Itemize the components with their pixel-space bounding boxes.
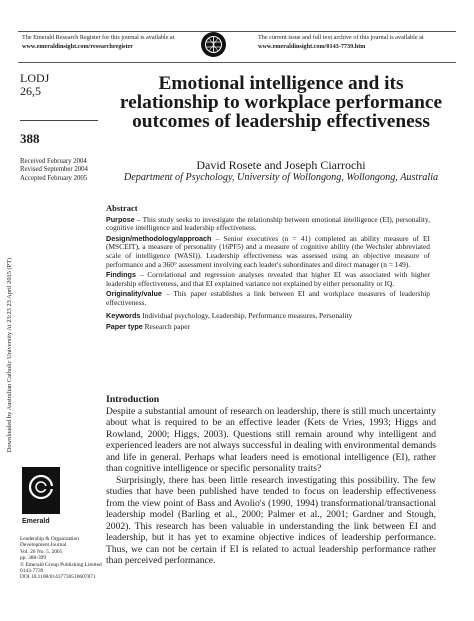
design-label: Design/methodology/approach — [106, 233, 212, 243]
keywords-text: Individual psychology, Leadership, Performance measures, Personality — [140, 310, 353, 320]
introduction-heading: Introduction — [106, 394, 160, 405]
abstract-section — [106, 204, 430, 334]
design-text: – Senior executives (n = 41) completed an ability measure of EI (MSCEIT), a measure of personality (16PF5) and a measure of cognitive ability (the Wechsler abbreviated scale of intelligence (WASI)). Leadership effectiveness was assessed using an objective measure of performance and a 360° assessment involving each leader's subordinates and direct manager (n = 149). — [106, 233, 430, 269]
findings-text: – Correlational and regression analyses revealed that higher EI was associated with higher leadership effectiveness, and that EI explained variance not explained by either personality or IQ. — [106, 270, 430, 288]
emerald-logo-icon — [22, 467, 60, 514]
abstract-design — [106, 235, 430, 269]
pub-info-line: Development Journal — [20, 542, 67, 549]
keywords-label: Keywords — [106, 310, 141, 320]
download-notice: Downloaded by Australian Catholic University At 23:23 23 April 2015 (PT) — [6, 257, 13, 453]
journal-info — [20, 72, 49, 98]
article-title: Emotional intelligence and its relationship to workplace performance outcomes of leadership effectiveness — [119, 73, 443, 132]
author-affiliation: Department of Psychology, University of Wollongong, Wollongong, Australia — [123, 172, 439, 183]
journal-archive-link[interactable]: www.emeraldinsight.com/0143-7739.htm — [258, 42, 366, 50]
paper-type-label: Paper type — [106, 322, 143, 332]
keywords — [106, 312, 430, 321]
originality-text: – This paper establishes a link between EI and workplace measures of leadership effectiveness. — [106, 289, 430, 307]
intro-paragraph: Surprisingly, there has been little research investigating this possibility. The few studies that have been published have tended to focus on leadership effectiveness from the view point of Bass and Avolio's (1990, 1994) transformational/transactional leadership model (Barling et al., 2000; Palmer et al., 2001; Gardner and Stough, 2002). This research has been valuable in understanding the link between EI and leadership, but it has yet to examine objective indices of leadership performance. Thus, we can not be certain if EI is related to actual leadership performance rather than perceived performance. — [106, 474, 436, 566]
header-right — [258, 34, 458, 51]
purpose-label: Purpose — [106, 214, 135, 224]
findings-label: Findings — [106, 270, 136, 280]
publication-info — [20, 536, 105, 581]
emerald-logo-text: Emerald — [22, 518, 50, 525]
pub-info-line: DOI 10.1108/01437730510607871 — [20, 574, 96, 581]
pub-info-line: © Emerald Group Publishing Limited — [20, 561, 102, 568]
pub-info-line: pp. 388-399 — [20, 555, 47, 562]
introduction-section — [106, 394, 436, 567]
revised-date: Revised September 2004 — [20, 166, 88, 174]
journal-abbr: LODJ — [20, 71, 50, 85]
paper-type-text: Research paper — [142, 322, 190, 332]
originality-label: Originality/value — [106, 289, 162, 299]
article-dates — [20, 158, 88, 183]
article-authors: David Rosete and Joseph Ciarrochi — [196, 158, 366, 172]
header-left-text: The Emerald Research Register for this journal is available at — [22, 34, 175, 41]
accepted-date: Accepted February 2005 — [20, 174, 88, 182]
abstract-originality — [106, 290, 430, 307]
journal-volume: 26,5 — [20, 84, 41, 98]
abstract-heading: Abstract — [106, 203, 138, 213]
header-left — [22, 34, 202, 51]
intro-paragraph: Despite a substantial amount of research on leadership, there is still much uncertainty about what is required to be an effective leader (Kets de Vries, 1993; Higgs and Rowland, 2000; Higgs, 2003). Questions still remain around why intelligent and experienced leaders are not always successful in dealing with environmental demands and life in general. Perhaps what leaders need is emotional intelligence (EI), rather than cognitive intelligence or specific personality traits? — [106, 405, 436, 474]
sidebar-divider — [20, 120, 98, 121]
purpose-text: – This study seeks to investigate the relationship between emotional intelligence (EI), personality, cognitive intelligence and leadership effectiveness. — [106, 214, 430, 233]
pub-info-line: Leadership & Organization — [20, 536, 79, 542]
abstract-findings — [106, 271, 430, 288]
abstract-purpose — [106, 216, 430, 233]
emerald-globe-icon — [201, 32, 226, 57]
research-register-link[interactable]: www.emeraldinsight.com/researchregister — [22, 42, 134, 50]
paper-type — [106, 323, 430, 332]
pub-info-line: 0143-7739 — [20, 568, 44, 575]
header-right-text: The current issue and full text archive of this journal is available at — [258, 34, 424, 41]
pub-info-line: Vol. 26 No. 5, 2005 — [20, 548, 63, 555]
received-date: Received February 2004 — [20, 158, 87, 165]
page-number: 388 — [20, 131, 40, 146]
